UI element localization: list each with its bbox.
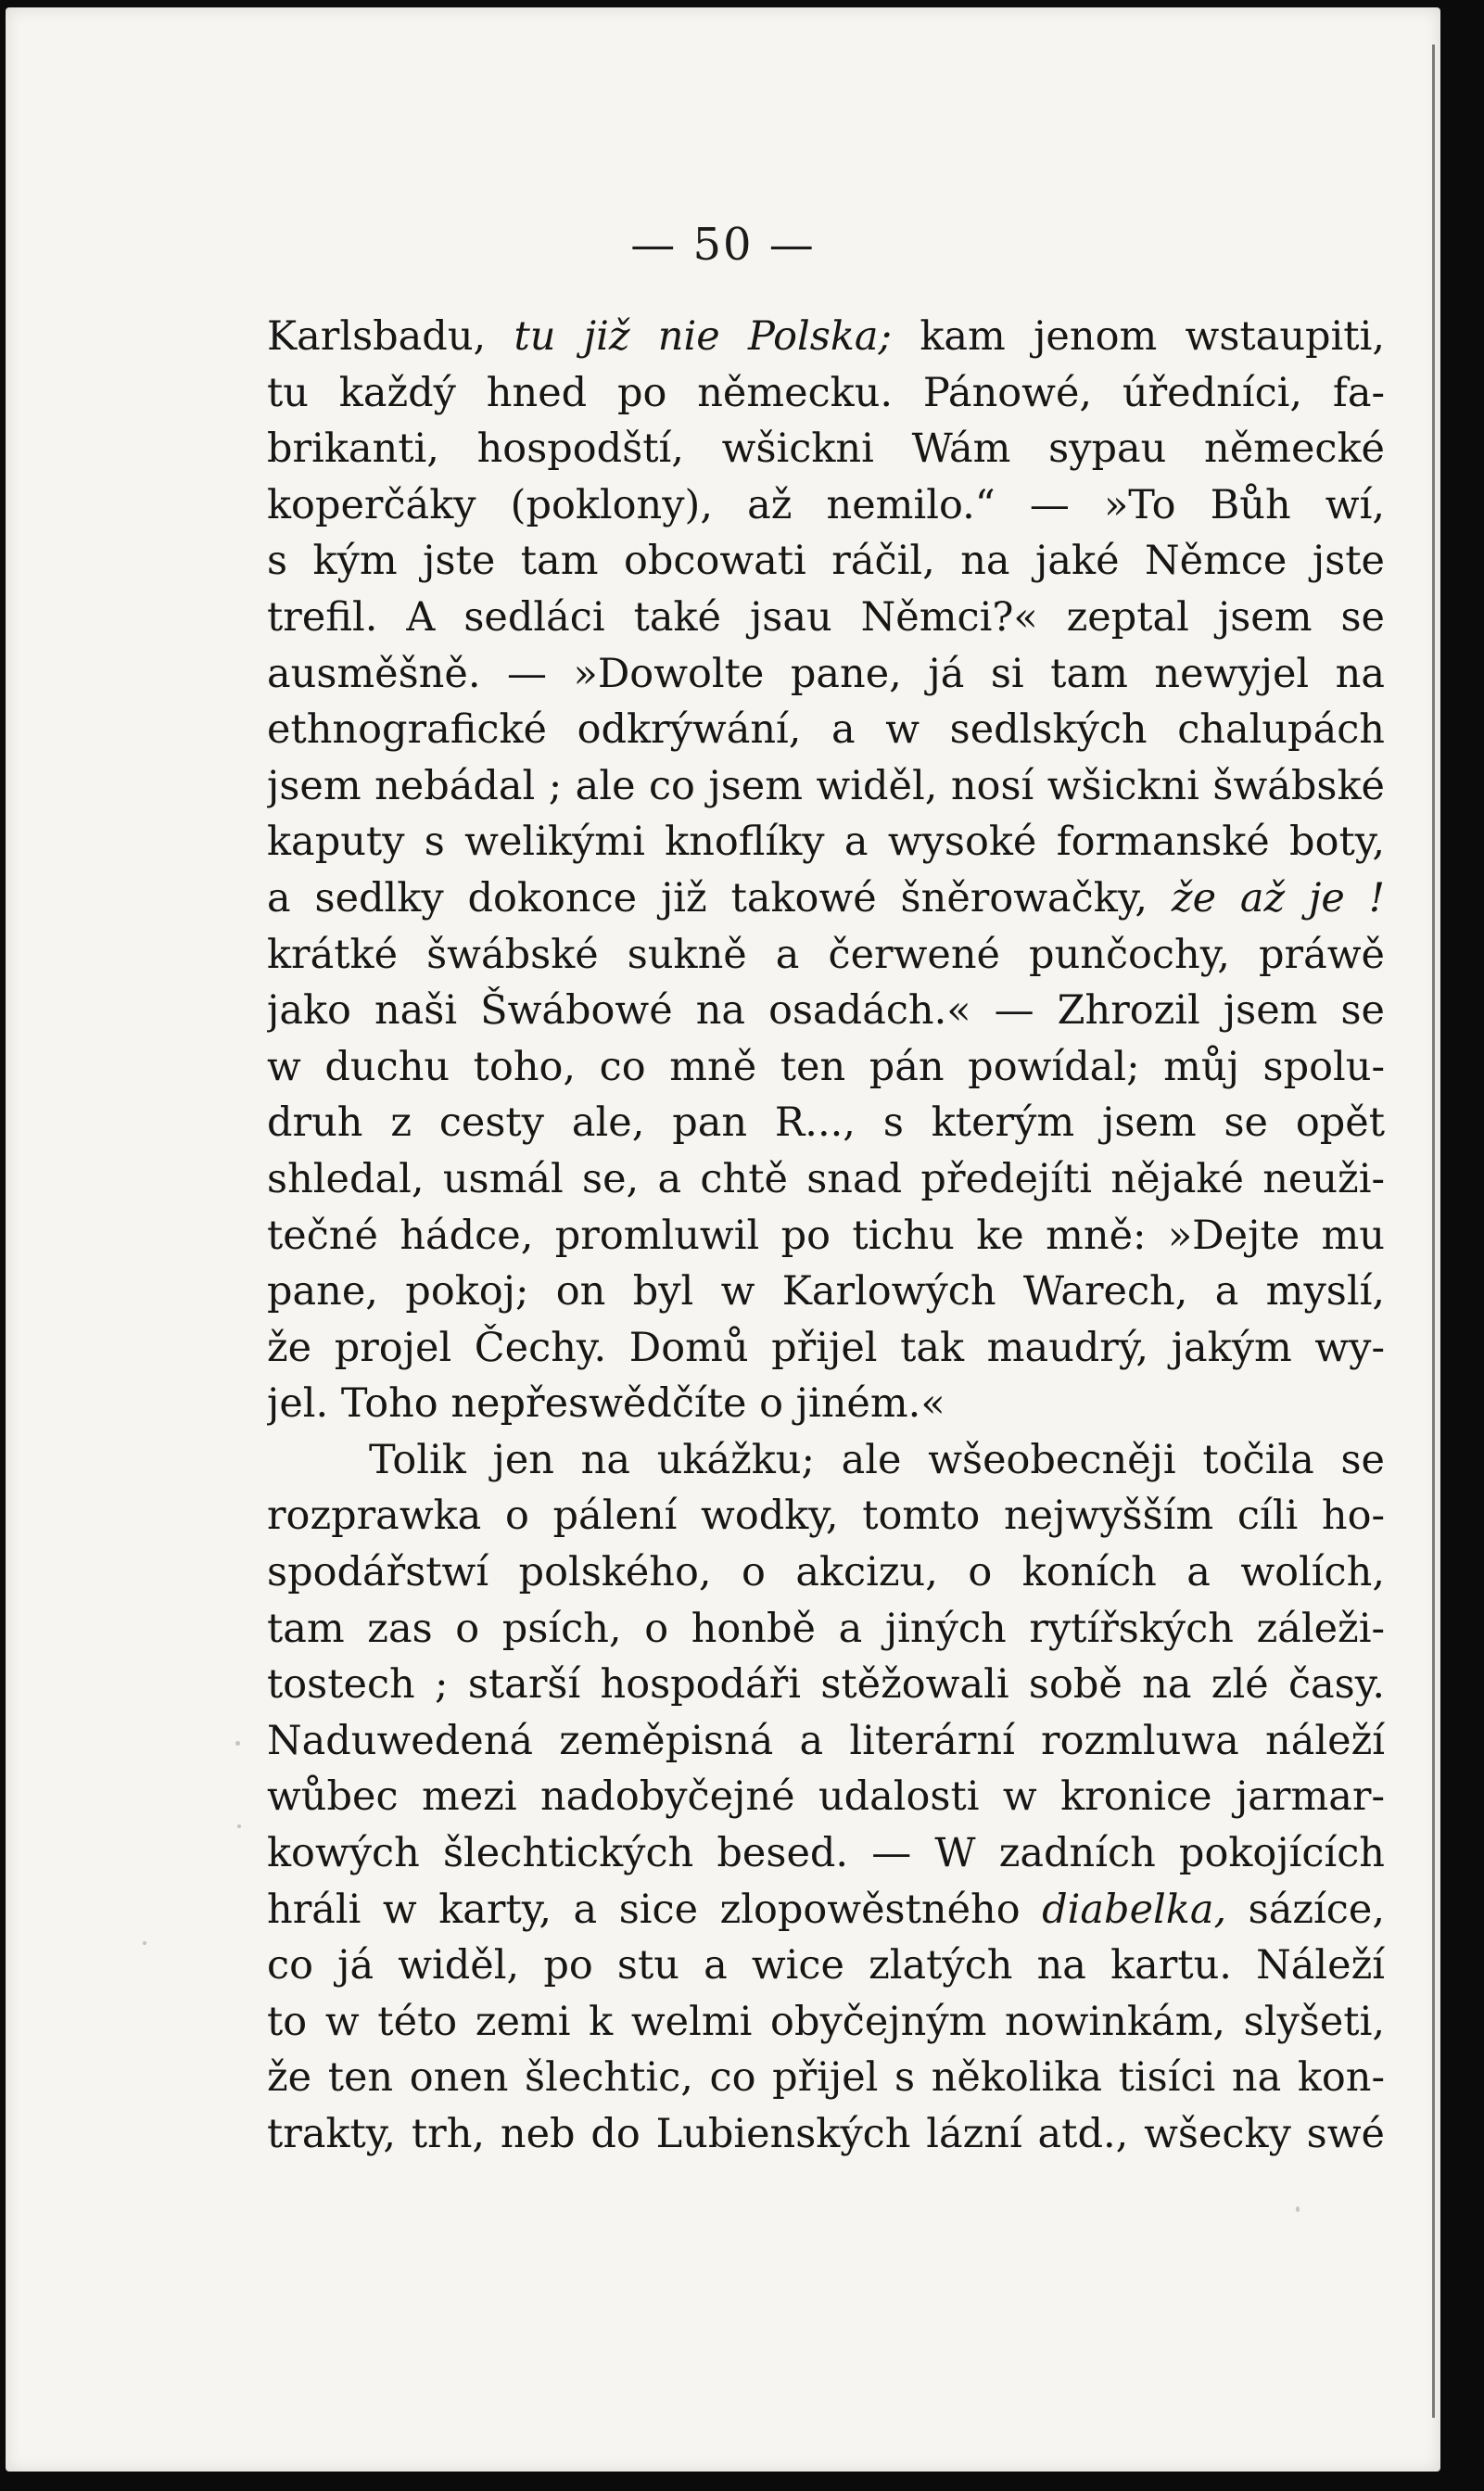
- text-line: [267, 590, 1385, 646]
- page-number: — 50 —: [630, 219, 816, 271]
- book-page: [6, 7, 1440, 2472]
- text-line: [267, 927, 1385, 984]
- text-line: [267, 1994, 1385, 2051]
- text-segment: jel. Toho nepřeswědčíte o jiném.«: [267, 1380, 945, 1428]
- text-line: [267, 309, 1385, 365]
- text-segment: co já widěl, po stu a wice zlatých na kartu. Náleží: [267, 1942, 1385, 1989]
- text-segment: jsem nebádal ; ale co jsem widěl, nosí wšickni šwábské: [267, 762, 1385, 809]
- text-segment: trefil. A sedláci také jsau Němci?« zeptal jsem se: [267, 593, 1385, 641]
- text-segment: shledal, usmál se, a chtě snad předejíti nějaké neuži-: [267, 1155, 1385, 1202]
- paper-speck: [143, 1941, 146, 1945]
- text-segment: krátké šwábské sukně a čerwené punčochy, práwě: [267, 931, 1385, 978]
- italic-text: diabelka,: [1042, 1886, 1227, 1933]
- text-segment: wůbec mezi nadobyčejné udalosti w kronice jarmar-: [267, 1773, 1385, 1821]
- text-line: [267, 1488, 1385, 1544]
- text-segment: Karlsbadu,: [267, 313, 514, 360]
- text-line: [267, 1657, 1385, 1713]
- text-segment: koperčáky (poklony), až nemilo.“ — »To Bůh wí,: [267, 481, 1385, 528]
- text-line: [267, 1938, 1385, 1994]
- text-segment: hráli w karty, a sice zlopowěstného: [267, 1886, 1043, 1933]
- page-binding-edge: [1432, 44, 1435, 2418]
- text-segment: spodářstwí polského, o akcizu, o koních a wolích,: [267, 1549, 1385, 1596]
- text-segment: a sedlky dokonce již takowé šněrowačky,: [267, 874, 1172, 921]
- text-line: [267, 1039, 1385, 1096]
- text-segment: tu každý hned po německu. Pánowé, úředníci, fa-: [267, 369, 1385, 416]
- text-line: [267, 1882, 1385, 1938]
- text-line: [267, 477, 1385, 534]
- paper-speck: [235, 1741, 240, 1746]
- text-segment: sázíce,: [1226, 1886, 1385, 1933]
- text-line: [267, 871, 1385, 927]
- text-segment: w duchu toho, co mně ten pán powídal; můj spolu-: [267, 1043, 1385, 1090]
- text-line: [267, 1601, 1385, 1658]
- text-line: [267, 1264, 1385, 1320]
- text-segment: že projel Čechy. Domů přijel tak maudrý, jakým wy-: [267, 1324, 1385, 1371]
- text-line: [267, 646, 1385, 703]
- text-line: [267, 365, 1385, 422]
- text-line: [267, 1095, 1385, 1151]
- text-line: [267, 2106, 1385, 2163]
- text-line: [267, 1432, 1385, 1489]
- italic-text: tu již nie Polska;: [514, 313, 893, 360]
- text-segment: jako naši Šwábowé na osadách.« — Zhrozil jsem se: [267, 987, 1385, 1035]
- text-line: [267, 2050, 1385, 2106]
- text-line: [267, 533, 1385, 590]
- text-line: [267, 1376, 1385, 1432]
- text-segment: že ten onen šlechtic, co přijel s několika tisíci na kon-: [267, 2054, 1385, 2102]
- text-line: [267, 1544, 1385, 1601]
- italic-text: že až je !: [1171, 874, 1385, 921]
- body-text: [267, 309, 1385, 2163]
- text-line: [267, 1208, 1385, 1265]
- text-segment: Naduwedená zeměpisná a literární rozmluwa náleží: [267, 1717, 1385, 1764]
- text-line: [267, 814, 1385, 871]
- text-line: [267, 1713, 1385, 1770]
- text-segment: tečné hádce, promluwil po tichu ke mně: »Dejte mu: [267, 1212, 1385, 1259]
- text-segment: to w této zemi k welmi obyčejným nowinkám, slyšeti,: [267, 1998, 1385, 2045]
- text-segment: s kým jste tam obcowati ráčil, na jaké Němce jste: [267, 538, 1385, 585]
- text-segment: kam jenom wstaupiti,: [892, 313, 1385, 360]
- text-segment: brikanti, hospodští, wšickni Wám sypau německé: [267, 426, 1385, 473]
- text-line: [267, 421, 1385, 477]
- text-segment: trakty, trh, neb do Lubienských lázní atd., wšecky swé: [267, 2111, 1385, 2157]
- text-line: [267, 1825, 1385, 1882]
- text-segment: Tolik jen na ukážku; ale wšeobecněji točila se: [369, 1436, 1385, 1483]
- paper-speck: [1296, 2206, 1300, 2212]
- text-segment: pane, pokoj; on byl w Karlowých Warech, a myslí,: [267, 1268, 1385, 1315]
- text-line: [267, 983, 1385, 1039]
- text-segment: kaputy s welikými knoflíky a wysoké formanské boty,: [267, 819, 1385, 866]
- text-line: [267, 758, 1385, 815]
- text-segment: druh z cesty ale, pan R..., s kterým jsem se opět: [267, 1099, 1385, 1147]
- text-line: [267, 702, 1385, 758]
- text-segment: tam zas o psích, o honbě a jiných rytířských záleži-: [267, 1605, 1385, 1652]
- text-segment: ethnografické odkrýwání, a w sedlských chalupách: [267, 706, 1385, 754]
- paper-speck: [237, 1824, 241, 1828]
- text-line: [267, 1151, 1385, 1208]
- text-line: [267, 1320, 1385, 1377]
- text-segment: tostech ; starší hospodáři stěžowali sobě na zlé časy.: [267, 1661, 1385, 1709]
- text-segment: ausměšně. — »Dowolte pane, já si tam newyjel na: [267, 650, 1385, 697]
- text-segment: rozprawka o pálení wodky, tomto nejwyšším cíli ho-: [267, 1493, 1385, 1540]
- text-line: [267, 1769, 1385, 1825]
- text-segment: kowých šlechtických besed. — W zadních pokojících: [267, 1830, 1385, 1877]
